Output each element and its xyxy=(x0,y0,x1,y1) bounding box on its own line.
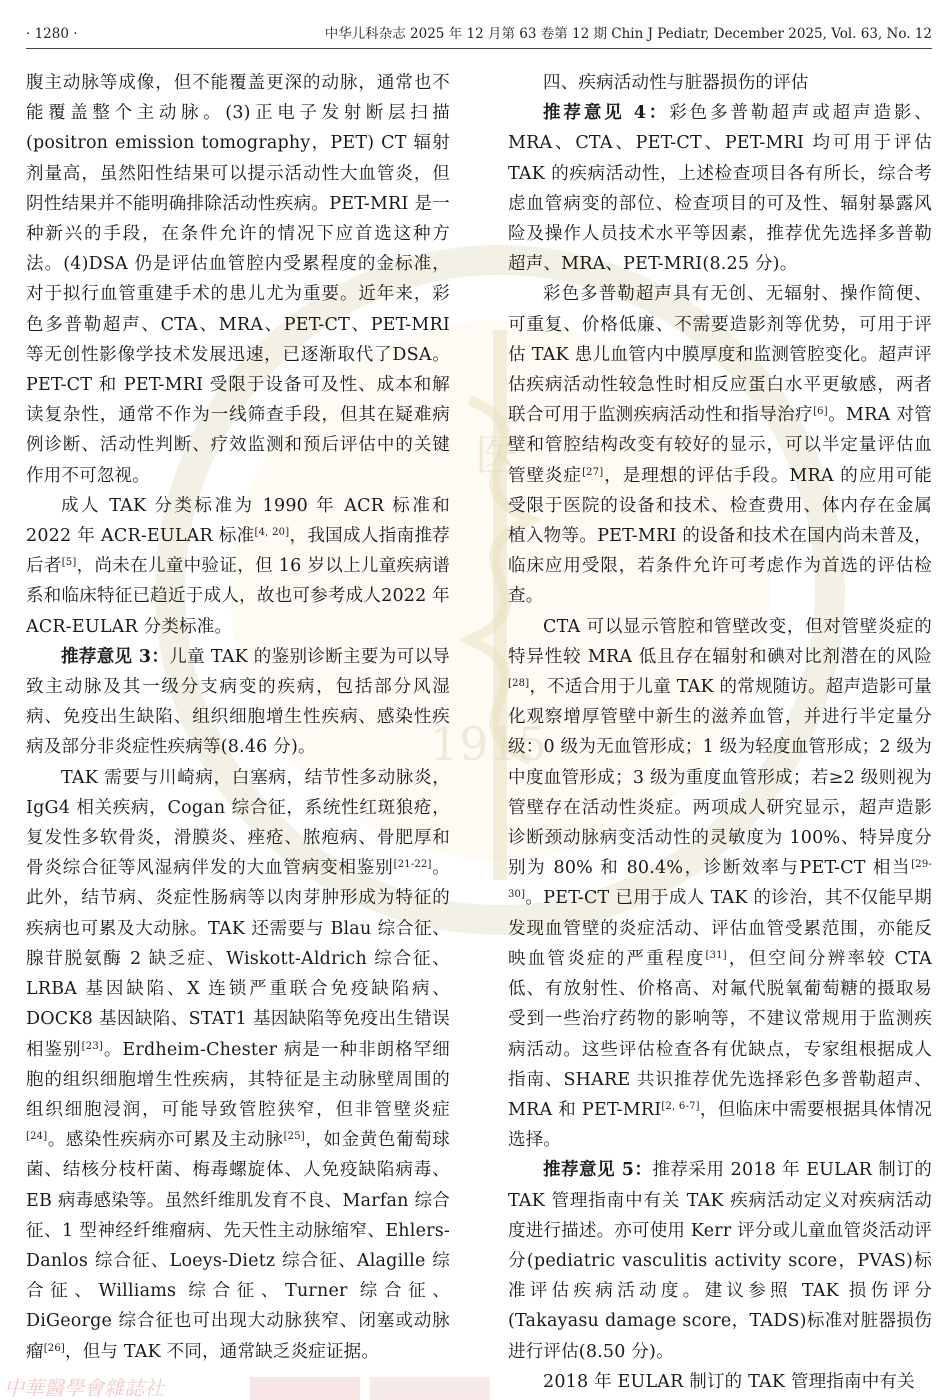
citation: [21-22] xyxy=(393,859,432,871)
citation: [26] xyxy=(43,1342,66,1354)
citation: [6] xyxy=(813,406,828,418)
citation: [23] xyxy=(81,1040,103,1052)
recommendation-5: 推荐意见 5：推荐采用 2018 年 EULAR 制订的TAK 管理指南中有关 TAK 疾病活动定义对疾病活动度进行描述。亦可使用 Kerr 评分或儿童血管炎活动评分(pediatric vasculitis activity score，PVAS)标准评估疾病活动度。建议参照 TAK 损伤评分(Takayasu damage score，TADS)标准对脏器损伤进行评估(8.50 分)。 xyxy=(508,1160,933,1362)
recommendation-label: 推荐意见 5： xyxy=(543,1160,653,1181)
recommendation-label: 推荐意见 4： xyxy=(543,103,670,124)
citation: [2, 6-7] xyxy=(661,1100,700,1112)
citation: [5] xyxy=(61,557,77,569)
citation: [28] xyxy=(508,678,530,690)
recommendation-4: 推荐意见 4：彩色多普勒超声或超声造影、MRA、CTA、PET-CT、PET-MRI 均可用于评估 TAK 的疾病活动性，上述检查项目各有所长，综合考虑血管病变的部位、检查项目的可及性、辐射暴露风险及操作人员技术水平等因素，推荐优先选择多普勒超声、MRA、PET-MRI(8.25 分)。 xyxy=(508,103,932,275)
citation: [25] xyxy=(283,1131,305,1143)
paragraph-cta-petct: CTA 可以显示管腔和管壁改变，但对管壁炎症的特异性较 MRA 低且存在辐射和碘对比剂潜在的风险[28]，不适合用于儿童 TAK 的常规随访。超声造影可量化观察增厚管壁中新生的滋养血管，并进行半定量分级：0 级为无血管形成；1 级为轻度血管形成；2 级为中度血管形成；3 级为重度血管形成；若≥2 级则视为管壁存在活动性炎症。两项成人研究显示，超声造影诊断颈动脉病变活动性的灵敏度为 100%、特异度分别为 80% 和 80.4%，诊断效率与PET-CT 相当[29-30]。PET-CT 已用于成人 TAK 的诊治，其不仅能早期发现血管壁的炎症活动、评估血管受累范围，亦能反映血管炎症的严重程度[31]，但空间分辨率较 CTA 低、有放射性、价格高、对氟代脱氧葡萄糖的摄取易受到一些治疗药物的影响等，不建议常规用于监测疾病活动。这些评估检查各有优缺点，专家组根据成人指南、SHARE 共识推荐优先选择彩色多普勒超声、MRA 和 PET-MRI[2, 6-7]，但临床中需要根据具体情况选择。 xyxy=(508,616,932,1151)
header-rule xyxy=(26,48,932,49)
left-column xyxy=(26,68,450,1367)
footer-watermark xyxy=(0,1373,520,1400)
journal-info: 中华儿科杂志 2025 年 12 月第 63 卷第 12 期 Chin J Pediatr, December 2025, Vol. 63, No. 12 xyxy=(324,26,932,42)
paragraph-imaging-methods: 腹主动脉等成像，但不能覆盖更深的动脉，通常也不能覆盖整个主动脉。(3)正电子发射断层扫描(positron emission tomography，PET) CT 辐射剂量高，虽然阳性结果可以提示活动性大血管炎，但阴性结果并不能明确排除活动性疾病。PET-MRI 是一种新兴的手段，在条件允许的情况下应首选这种方法。(4)DSA 仍是评估血管腔内受累程度的金标准，对于拟行血管重建手术的患儿尤为重要。近年来，彩色多普勒超声、CTA、MRA、PET-CT、PET-MRI 等无创性影像学技术发展迅速，已逐渐取代了DSA。PET-CT 和 PET-MRI 受限于设备可及性、成本和解读复杂性，通常不作为一线筛查手段，但其在疑难病例诊断、活动性判断、疗效监测和预后评估中的关键作用不可忽视。 xyxy=(26,73,450,486)
paragraph-differential-diagnosis: TAK 需要与川崎病，白塞病，结节性多动脉炎，IgG4 相关疾病，Cogan 综合征，系统性红斑狼疮，复发性多软骨炎，滑膜炎、痤疮、脓疱病、骨肥厚和骨炎综合征等风湿病伴发的大血管病变相鉴别[21-22]。此外，结节病、炎症性肠病等以肉芽肿形成为特征的疾病也可累及大动脉。TAK 还需要与 Blau 综合征、腺苷脱氨酶 2 缺乏症、Wiskott-Aldrich 综合征、LRBA 基因缺陷、X 连锁严重联合免疫缺陷病、DOCK8 基因缺陷、STAT1 基因缺陷等免疫出生错误相鉴别[23]。Erdheim-Chester 病是一种非朗格罕细胞的组织细胞增生性疾病，其特征是主动脉壁周围的组织细胞浸润，可能导致管腔狭窄，但非管壁炎症[24]。感染性疾病亦可累及主动脉[25]，如金黄色葡萄球菌、结核分枝杆菌、梅毒螺旋体、人免疫缺陷病毒、EB 病毒感染等。虽然纤维肌发育不良、Marfan 综合征、1 型神经纤维瘤病、先天性主动脉缩窄、Ehlers-Danlos 综合征、Loeys-Dietz 综合征、Alagille 综合征、Williams 综合征、Turner 综合征、DiGeorge 综合征也可出现大动脉狭窄、闭塞或动脉瘤[26]，但与 TAK 不同，通常缺乏炎症证据。 xyxy=(26,767,451,1362)
citation: [24] xyxy=(26,1131,48,1143)
page-header xyxy=(26,22,932,46)
paragraph-eular-guideline: 2018 年 EULAR 制订的 TAK 管理指南中有关 xyxy=(543,1371,915,1392)
citation: [31] xyxy=(705,949,727,961)
citation: [29-30] xyxy=(508,859,932,901)
paragraph-classification-criteria: 成人 TAK 分类标准为 1990 年 ACR 标准和2022 年 ACR-EULAR 标准[4, 20]，我国成人指南推荐后者[5]，尚未在儿童中验证，但 16 岁以上儿童疾病谱系和临床特征已趋近于成人，故也可参考成人2022 年 ACR-EULAR 分类标准。 xyxy=(26,495,450,637)
recommendation-3: 推荐意见 3：儿童 TAK 的鉴别诊断主要为可以导致主动脉及其一级分支病变的疾病，包括部分风湿病、免疫出生缺陷、组织细胞增生性疾病、感染性疾病及部分非炎症性疾病等(8.46 分)。 xyxy=(26,646,451,758)
page-number: · 1280 · xyxy=(26,26,78,42)
section-heading: 四、疾病活动性与脏器损伤的评估 xyxy=(543,73,809,93)
paragraph-ultrasound-mra: 彩色多普勒超声具有无创、无辐射、操作简便、可重复、价格低廉、不需要造影剂等优势，可用于评估 TAK 患儿血管内中膜厚度和监测管腔变化。超声评估疾病活动性较急性时相反应蛋白水平更敏感，两者联合可用于监测疾病活动性和指导治疗[6]。MRA 对管壁和管腔结构改变有较好的显示，可以半定量评估血管壁炎症[27]，是理想的评估手段。MRA 的应用可能受限于医院的设备和技术、检查费用、体内存在金属植入物等。PET-MRI 的设备和技术在国内尚未普及，临床应用受限，若条件允许可考虑作为首选的评估检查。 xyxy=(508,284,932,607)
citation: [4, 20] xyxy=(254,527,290,539)
svg-text:1915: 1915 xyxy=(430,717,548,771)
svg-text:中華醫學會雜誌社: 中華醫學會雜誌社 xyxy=(4,1376,164,1400)
citation: [27] xyxy=(582,466,604,478)
svg-text:医: 医 xyxy=(475,430,519,481)
right-column xyxy=(508,68,932,1397)
recommendation-label: 推荐意见 3： xyxy=(61,646,170,667)
